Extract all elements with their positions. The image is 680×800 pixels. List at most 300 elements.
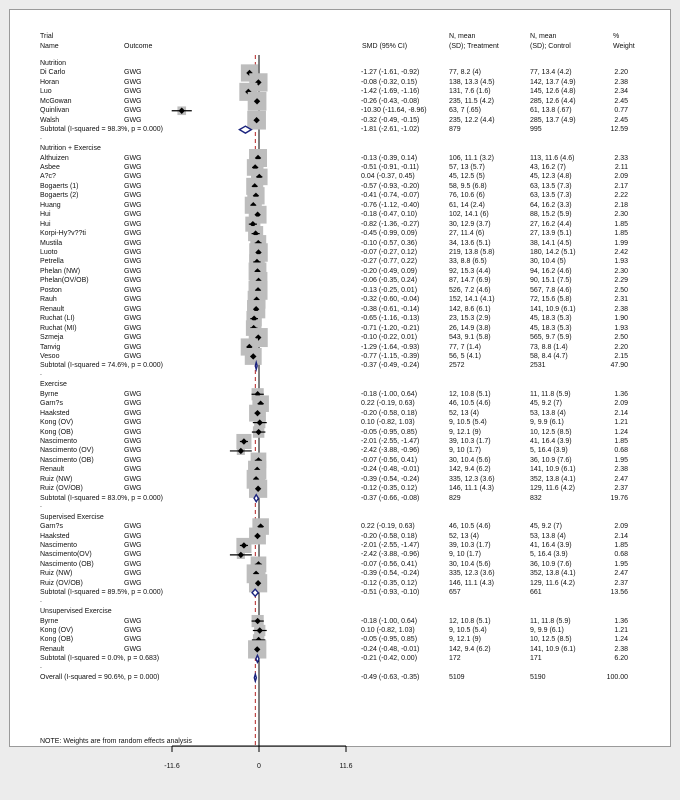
study-treatment: 146, 11.1 (4.3) xyxy=(449,579,495,587)
study-control: 45, 9.2 (7) xyxy=(530,523,562,531)
header-name: Name xyxy=(40,43,59,50)
study-ci: 0.10 (-0.82, 1.03) xyxy=(361,419,415,427)
subtotal-treatment: 172 xyxy=(449,655,461,663)
study-ci: -1.42 (-1.69, -1.16) xyxy=(361,88,420,96)
study-treatment: 235, 12.2 (4.4) xyxy=(449,116,495,124)
study-control: 285, 13.7 (4.9) xyxy=(530,116,576,124)
subtotal-label: Subtotal (I-squared = 74.6%, p = 0.000) xyxy=(40,362,163,370)
subtotal-control: 661 xyxy=(530,589,542,597)
study-weight: 2.22 xyxy=(614,192,628,200)
study-treatment: 219, 13.8 (5.8) xyxy=(449,249,495,256)
study-outcome: GWG xyxy=(124,438,142,445)
subtotal-control: 832 xyxy=(530,494,542,502)
study-weight: 1.85 xyxy=(614,438,628,445)
study-ci: -0.10 (-0.22, 0.01) xyxy=(361,334,418,342)
study-treatment: 30, 12.9 (3.7) xyxy=(449,220,491,228)
study-outcome: GWG xyxy=(124,230,142,238)
study-weight: 2.37 xyxy=(614,579,628,587)
study-control: 9, 9.9 (6.1) xyxy=(530,627,564,634)
overall-weight: 100.00 xyxy=(606,674,628,682)
study-weight: 2.47 xyxy=(614,570,628,578)
study-control: 11, 11.8 (5.9) xyxy=(530,617,571,625)
study-weight: 2.30 xyxy=(614,267,628,275)
subtotal-ci: -0.37 (-0.66, -0.08) xyxy=(361,494,420,502)
study-treatment: 46, 10.5 (4.6) xyxy=(449,523,491,531)
study-outcome: GWG xyxy=(124,305,142,313)
study-ci: -1.29 (-1.64, -0.93) xyxy=(361,343,420,351)
study-control: 36, 10.9 (7.6) xyxy=(530,560,572,568)
study-control: 58, 8.4 (4.7) xyxy=(530,352,568,360)
study-outcome: GWG xyxy=(124,286,142,294)
study-outcome: GWG xyxy=(124,69,142,77)
study-name: Kong (OB) xyxy=(40,428,74,436)
study-ci: -0.20 (-0.58, 0.18) xyxy=(361,409,418,417)
x-tick-label: 11.6 xyxy=(339,763,353,770)
study-weight: 2.17 xyxy=(614,182,628,190)
study-ci: -0.76 (-1.12, -0.40) xyxy=(361,201,420,209)
study-outcome: GWG xyxy=(124,220,142,228)
study-ci: -0.18 (-0.47, 0.10) xyxy=(361,211,418,219)
study-control: 352, 13.8 (4.1) xyxy=(530,570,576,578)
study-ci: -2.42 (-3.88, -0.96) xyxy=(361,447,420,455)
study-weight: 1.21 xyxy=(614,419,628,427)
study-treatment: 61, 14 (2.4) xyxy=(449,201,485,209)
study-outcome: GWG xyxy=(124,116,142,124)
header-control-2: (SD); Control xyxy=(530,43,571,50)
study-control: 72, 15.6 (5.8) xyxy=(530,296,572,304)
study-control: 27, 16.2 (4.4) xyxy=(530,220,572,228)
study-weight: 2.09 xyxy=(614,523,628,531)
study-control: 113, 11.6 (4.6) xyxy=(530,154,575,162)
study-treatment: 52, 13 (4) xyxy=(449,409,479,417)
study-name: Renault xyxy=(40,305,65,313)
study-weight: 1.90 xyxy=(614,315,628,323)
study-name: Ruchat (LI) xyxy=(40,315,75,323)
study-control: 45, 18.3 (5.3) xyxy=(530,324,572,332)
subtotal-treatment: 879 xyxy=(449,126,461,134)
study-ci: -2.42 (-3.88, -0.96) xyxy=(361,551,420,559)
overall-control: 5190 xyxy=(530,674,546,682)
study-ci: -0.41 (-0.74, -0.07) xyxy=(361,192,420,200)
study-outcome: GWG xyxy=(124,532,142,540)
subtotal-control: 995 xyxy=(530,126,542,134)
study-outcome: GWG xyxy=(124,485,142,493)
study-name: Bogaerts (1) xyxy=(40,182,79,190)
study-control: 53, 13.8 (4) xyxy=(530,409,566,417)
study-weight: 1.93 xyxy=(614,258,628,266)
study-control: 38, 14.1 (4.5) xyxy=(530,239,572,247)
study-treatment: 30, 10.4 (5.6) xyxy=(449,560,491,568)
study-treatment: 9, 10 (1.7) xyxy=(449,551,481,559)
study-weight: 0.68 xyxy=(614,447,628,455)
study-ci: -0.07 (-0.27, 0.12) xyxy=(361,249,418,256)
study-name: A?c? xyxy=(40,173,56,181)
study-name: Phelan (NW) xyxy=(40,267,81,275)
study-outcome: GWG xyxy=(124,97,142,105)
subtotal-label: Subtotal (I-squared = 89.5%, p = 0.000) xyxy=(40,589,163,597)
study-ci: -0.18 (-1.00, 0.64) xyxy=(361,390,418,398)
subtotal-control: 2531 xyxy=(530,362,546,370)
study-ci: 0.22 (-0.19, 0.63) xyxy=(361,400,415,408)
study-control: 10, 12.5 (8.5) xyxy=(530,636,572,644)
study-treatment: 30, 10.4 (5.6) xyxy=(449,456,491,464)
study-control: 141, 10.9 (6.1) xyxy=(530,466,576,474)
study-treatment: 138, 13.3 (4.5) xyxy=(449,78,495,86)
study-name: Nascimento (OB) xyxy=(40,560,94,568)
study-weight: 2.09 xyxy=(614,173,628,181)
study-outcome: GWG xyxy=(124,456,142,464)
separator-dot: . xyxy=(40,662,42,670)
study-ci: 0.22 (-0.19, 0.63) xyxy=(361,523,415,531)
study-control: 30, 10.4 (5) xyxy=(530,258,566,266)
subtotal-treatment: 2572 xyxy=(449,362,465,370)
study-treatment: 27, 11.4 (6) xyxy=(449,230,485,238)
study-name: Vesoo xyxy=(40,352,60,360)
study-control: 88, 15.2 (5.9) xyxy=(530,211,572,219)
study-weight: 2.15 xyxy=(614,352,628,360)
study-treatment: 9, 12.1 (9) xyxy=(449,636,481,644)
study-name: Bogaerts (2) xyxy=(40,192,79,200)
study-ci: -0.26 (-0.43, -0.08) xyxy=(361,97,420,105)
study-ci: -0.13 (-0.25, 0.01) xyxy=(361,286,418,294)
study-control: 36, 10.9 (7.6) xyxy=(530,456,572,464)
study-treatment: 9, 10.5 (5.4) xyxy=(449,419,487,427)
study-outcome: GWG xyxy=(124,627,142,634)
study-outcome: GWG xyxy=(124,409,142,417)
study-treatment: 146, 11.1 (4.3) xyxy=(449,485,495,493)
study-control: 141, 10.9 (6.1) xyxy=(530,645,576,653)
footer-note: NOTE: Weights are from random effects analysis xyxy=(40,738,192,745)
study-name: Haaksted xyxy=(40,532,70,540)
overall-diamond xyxy=(254,674,256,681)
study-treatment: 526, 7.2 (4.6) xyxy=(449,286,491,294)
study-outcome: GWG xyxy=(124,249,142,256)
study-name: Asbee xyxy=(40,163,60,171)
study-ci: -0.20 (-0.49, 0.09) xyxy=(361,267,418,275)
study-ci: -0.24 (-0.48, -0.01) xyxy=(361,645,420,653)
study-weight: 1.85 xyxy=(614,220,628,228)
study-control: 5, 16.4 (3.9) xyxy=(530,447,568,455)
study-name: Rauh xyxy=(40,296,57,304)
study-ci: -0.20 (-0.58, 0.18) xyxy=(361,532,418,540)
separator-dot: . xyxy=(40,502,42,510)
study-ci: -10.30 (-11.64, -8.96) xyxy=(361,107,427,115)
study-treatment: 142, 9.4 (6.2) xyxy=(449,466,491,474)
study-treatment: 9, 12.1 (9) xyxy=(449,428,481,436)
study-ci: -0.13 (-0.39, 0.14) xyxy=(361,154,418,162)
subtotal-weight: 6.20 xyxy=(614,655,628,663)
study-weight: 2.09 xyxy=(614,400,628,408)
study-treatment: 77, 8.2 (4) xyxy=(449,69,481,77)
study-name: Ruiz (OV/OB) xyxy=(40,579,83,587)
study-control: 11, 11.8 (5.9) xyxy=(530,390,571,398)
study-weight: 2.50 xyxy=(614,286,628,294)
study-control: 90, 15.1 (7.5) xyxy=(530,277,572,285)
study-treatment: 152, 14.1 (4.1) xyxy=(449,296,495,304)
study-outcome: GWG xyxy=(124,551,142,559)
study-weight: 2.14 xyxy=(614,532,628,540)
study-control: 94, 16.2 (4.6) xyxy=(530,267,572,275)
subtotal-ci: -0.51 (-0.93, -0.10) xyxy=(361,589,420,597)
study-control: 61, 13.8 (.67) xyxy=(530,107,572,115)
study-control: 352, 13.8 (4.1) xyxy=(530,475,576,483)
study-control: 129, 11.6 (4.2) xyxy=(530,579,576,587)
subgroup-label: Supervised Exercise xyxy=(40,513,104,521)
study-outcome: GWG xyxy=(124,428,142,436)
study-weight: 2.38 xyxy=(614,305,628,313)
study-name: Di Carlo xyxy=(40,69,66,77)
subtotal-treatment: 829 xyxy=(449,494,461,502)
study-name: Kong (OV) xyxy=(40,419,74,427)
study-weight: 1.85 xyxy=(614,541,628,549)
study-control: 45, 12.3 (4.8) xyxy=(530,173,572,181)
study-weight: 0.68 xyxy=(614,551,628,559)
study-treatment: 131, 7.6 (1.6) xyxy=(449,88,491,96)
study-name: Renault xyxy=(40,466,65,474)
study-outcome: GWG xyxy=(124,419,142,427)
study-name: Nascimento(OV) xyxy=(40,551,92,559)
subgroup-label: Unsupervised Exercise xyxy=(40,608,112,616)
study-outcome: GWG xyxy=(124,239,142,247)
study-treatment: 33, 8.8 (6.5) xyxy=(449,258,487,266)
study-weight: 1.21 xyxy=(614,627,628,634)
subtotal-label: Subtotal (I-squared = 0.0%, p = 0.683) xyxy=(40,655,160,663)
study-outcome: GWG xyxy=(124,154,142,162)
study-ci: -0.71 (-1.20, -0.21) xyxy=(361,324,420,332)
study-outcome: GWG xyxy=(124,107,142,115)
study-name: Szmeja xyxy=(40,334,64,342)
study-name: Ruchat (MI) xyxy=(40,324,77,332)
study-treatment: 77, 7 (1.4) xyxy=(449,343,481,351)
study-control: 45, 9.2 (7) xyxy=(530,400,562,408)
overall-ci: -0.49 (-0.63, -0.35) xyxy=(361,674,420,682)
study-ci: -1.27 (-1.61, -0.92) xyxy=(361,69,420,77)
study-control: 180, 14.2 (5.1) xyxy=(530,249,576,256)
study-treatment: 335, 12.3 (3.6) xyxy=(449,475,495,483)
study-treatment: 76, 10.6 (6) xyxy=(449,192,485,200)
study-name: Kong (OV) xyxy=(40,627,74,634)
study-control: 64, 16.2 (3.3) xyxy=(530,201,572,209)
study-weight: 2.31 xyxy=(614,296,628,304)
study-weight: 2.50 xyxy=(614,334,628,342)
study-weight: 2.45 xyxy=(614,116,628,124)
study-outcome: GWG xyxy=(124,523,142,531)
study-outcome: GWG xyxy=(124,570,142,578)
study-ci: -0.10 (-0.57, 0.36) xyxy=(361,239,418,247)
subtotal-weight: 19.76 xyxy=(610,494,628,502)
study-ci: -0.32 (-0.49, -0.15) xyxy=(361,116,420,124)
overall-treatment: 5109 xyxy=(449,674,465,682)
study-outcome: GWG xyxy=(124,636,142,644)
study-name: Luo xyxy=(40,88,52,96)
study-outcome: GWG xyxy=(124,560,142,568)
study-outcome: GWG xyxy=(124,324,142,332)
study-treatment: 142, 8.6 (6.1) xyxy=(449,305,491,313)
study-weight: 2.34 xyxy=(614,88,628,96)
study-name: Luoto xyxy=(40,249,58,256)
subtotal-label: Subtotal (I-squared = 98.3%, p = 0.000) xyxy=(40,126,163,134)
study-name: Walsh xyxy=(40,116,60,124)
header-treatment-1: N, mean xyxy=(449,33,476,40)
study-treatment: 57, 13 (5.7) xyxy=(449,163,485,171)
subtotal-weight: 12.59 xyxy=(610,126,628,134)
study-name: Phelan(OV/OB) xyxy=(40,277,89,285)
subtotal-label: Subtotal (I-squared = 83.0%, p = 0.000) xyxy=(40,494,163,502)
study-ci: -0.18 (-1.00, 0.64) xyxy=(361,617,418,625)
overall-label: Overall (I-squared = 90.6%, p = 0.000) xyxy=(40,674,160,682)
study-name: Huang xyxy=(40,201,61,209)
study-control: 77, 13.4 (4.2) xyxy=(530,69,572,77)
study-name: Mustila xyxy=(40,239,63,247)
study-weight: 2.37 xyxy=(614,485,628,493)
study-treatment: 34, 13.6 (5.1) xyxy=(449,239,491,247)
header-treatment-2: (SD); Treatment xyxy=(449,43,499,50)
study-control: 63, 13.5 (7.3) xyxy=(530,192,572,200)
study-ci: -0.39 (-0.54, -0.24) xyxy=(361,570,420,578)
study-outcome: GWG xyxy=(124,267,142,275)
subtotal-weight: 47.90 xyxy=(610,362,628,370)
study-weight: 1.95 xyxy=(614,560,628,568)
header-outcome: Outcome xyxy=(124,43,153,50)
study-control: 27, 13.9 (5.1) xyxy=(530,230,572,238)
subgroup-label: Nutrition + Exercise xyxy=(40,145,101,153)
study-weight: 2.33 xyxy=(614,154,628,162)
study-name: Ruiz (NW) xyxy=(40,475,73,483)
study-control: 53, 13.8 (4) xyxy=(530,532,566,540)
subgroup-label: Nutrition xyxy=(40,60,67,67)
study-ci: -0.08 (-0.32, 0.15) xyxy=(361,78,418,86)
study-outcome: GWG xyxy=(124,78,142,86)
study-ci: -0.51 (-0.91, -0.11) xyxy=(361,163,419,171)
study-name: Tanvig xyxy=(40,343,61,351)
study-name: Horan xyxy=(40,78,60,86)
study-weight: 2.30 xyxy=(614,211,628,219)
study-name: Petrella xyxy=(40,258,64,266)
study-outcome: GWG xyxy=(124,211,142,219)
study-weight: 1.36 xyxy=(614,390,628,398)
study-control: 43, 16.2 (7) xyxy=(530,163,566,171)
study-name: Nascimento xyxy=(40,541,77,549)
subtotal-ci: -0.21 (-0.42, 0.00) xyxy=(361,655,418,663)
study-ci: -0.77 (-1.15, -0.39) xyxy=(361,352,420,360)
study-ci: -0.05 (-0.95, 0.85) xyxy=(361,428,418,436)
study-treatment: 46, 10.5 (4.6) xyxy=(449,400,491,408)
study-name: Byrne xyxy=(40,617,59,625)
study-treatment: 92, 15.3 (4.4) xyxy=(449,267,491,275)
study-treatment: 63, 7 (.65) xyxy=(449,107,481,115)
study-name: Poston xyxy=(40,286,62,294)
study-outcome: GWG xyxy=(124,296,142,304)
study-control: 10, 12.5 (8.5) xyxy=(530,428,572,436)
study-treatment: 58, 9.5 (6.8) xyxy=(449,182,487,190)
study-ci: -0.06 (-0.35, 0.24) xyxy=(361,277,418,285)
x-tick-label: 0 xyxy=(257,763,261,770)
study-name: Renault xyxy=(40,645,65,653)
study-ci: -2.01 (-2.55, -1.47) xyxy=(361,438,420,445)
header-smd: SMD (95% CI) xyxy=(362,43,408,50)
study-control: 129, 11.6 (4.2) xyxy=(530,485,576,493)
study-ci: -0.05 (-0.95, 0.85) xyxy=(361,636,418,644)
study-name: Hui xyxy=(40,211,51,219)
study-outcome: GWG xyxy=(124,334,142,342)
header-weight-1: % xyxy=(613,33,620,40)
study-ci: -0.07 (-0.56, 0.41) xyxy=(361,456,418,464)
study-control: 141, 10.9 (6.1) xyxy=(530,305,576,313)
subtotal-treatment: 657 xyxy=(449,589,461,597)
subtotal-weight: 13.56 xyxy=(610,589,628,597)
study-ci: -0.12 (-0.35, 0.12) xyxy=(361,485,418,493)
study-treatment: 102, 14.1 (6) xyxy=(449,211,489,219)
study-outcome: GWG xyxy=(124,163,142,171)
study-outcome: GWG xyxy=(124,447,142,455)
study-weight: 2.38 xyxy=(614,78,628,86)
study-name: Hui xyxy=(40,220,51,228)
study-treatment: 26, 14.9 (3.8) xyxy=(449,324,491,332)
study-treatment: 335, 12.3 (3.6) xyxy=(449,570,495,578)
study-name: Kong (OB) xyxy=(40,636,74,644)
study-weight: 2.11 xyxy=(614,163,628,171)
study-weight: 1.95 xyxy=(614,456,628,464)
study-outcome: GWG xyxy=(124,173,142,181)
study-control: 73, 8.8 (1.4) xyxy=(530,343,568,351)
study-weight: 2.18 xyxy=(614,201,628,209)
study-weight: 2.38 xyxy=(614,645,628,653)
study-weight: 0.77 xyxy=(614,107,628,115)
study-treatment: 9, 10.5 (5.4) xyxy=(449,627,487,634)
study-treatment: 45, 12.5 (5) xyxy=(449,173,485,181)
study-outcome: GWG xyxy=(124,201,142,209)
study-name: Nascimento xyxy=(40,438,77,445)
study-control: 5, 16.4 (3.9) xyxy=(530,551,568,559)
study-weight: 1.93 xyxy=(614,324,628,332)
subtotal-diamond xyxy=(255,362,257,369)
study-outcome: GWG xyxy=(124,315,142,323)
study-outcome: GWG xyxy=(124,617,142,625)
study-control: 565, 9.7 (5.9) xyxy=(530,334,572,342)
study-outcome: GWG xyxy=(124,88,142,96)
study-name: Garn?s xyxy=(40,400,63,408)
study-weight: 1.36 xyxy=(614,617,628,625)
study-outcome: GWG xyxy=(124,182,142,190)
study-weight: 2.38 xyxy=(614,466,628,474)
study-name: Althuizen xyxy=(40,154,69,162)
study-name: Quinlivan xyxy=(40,107,70,115)
study-weight: 2.29 xyxy=(614,277,628,285)
header-trial: Trial xyxy=(40,33,54,40)
study-name: McGowan xyxy=(40,97,72,105)
study-outcome: GWG xyxy=(124,192,142,200)
study-control: 9, 9.9 (6.1) xyxy=(530,419,564,427)
study-ci: -0.38 (-0.61, -0.14) xyxy=(361,305,420,313)
study-ci: -0.82 (-1.36, -0.27) xyxy=(361,220,420,228)
separator-dot: . xyxy=(40,133,42,141)
study-ci: -2.01 (-2.55, -1.47) xyxy=(361,541,420,549)
study-weight: 1.24 xyxy=(614,428,628,436)
study-weight: 1.85 xyxy=(614,230,628,238)
study-treatment: 52, 13 (4) xyxy=(449,532,479,540)
study-outcome: GWG xyxy=(124,277,142,285)
x-tick-label: -11.6 xyxy=(164,763,180,770)
study-outcome: GWG xyxy=(124,352,142,360)
subtotal-diamond xyxy=(256,655,259,662)
study-treatment: 39, 10.3 (1.7) xyxy=(449,438,491,445)
study-ci: 0.10 (-0.82, 1.03) xyxy=(361,627,415,634)
study-treatment: 23, 15.3 (2.9) xyxy=(449,315,491,323)
study-outcome: GWG xyxy=(124,343,142,351)
study-weight: 1.24 xyxy=(614,636,628,644)
study-control: 142, 13.7 (4.9) xyxy=(530,78,576,86)
study-name: Nascimento (OB) xyxy=(40,456,94,464)
